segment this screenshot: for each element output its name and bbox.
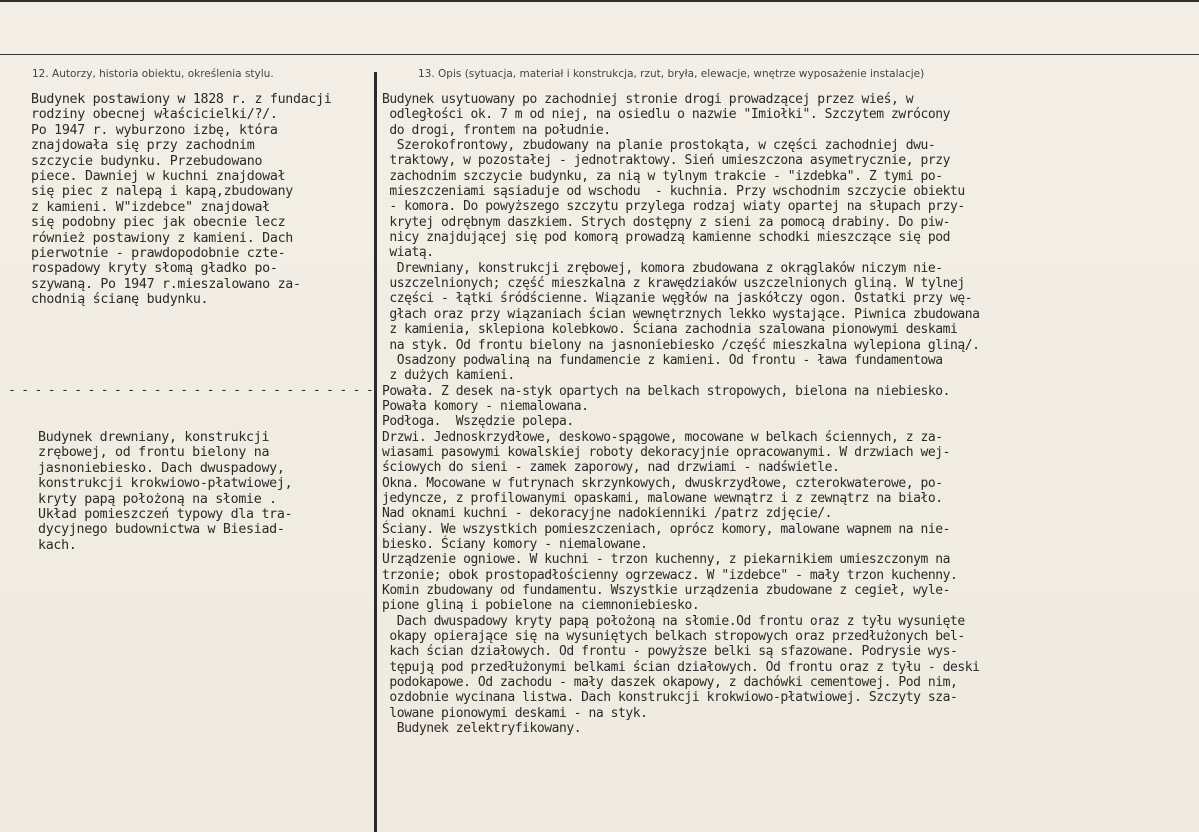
section-13-header: 13. Opis (sytuacja, materiał i konstrukcja, rzut, bryła, elewacje, wnętrze wyposażenie instalacje) <box>418 68 925 80</box>
summary-text: Budynek drewniany, konstrukcji zrębowej, od frontu bielony na jasnoniebiesko. Dach dwuspadowy, konstrukcji krokwiowo-płatwiowej, kryty papą położoną na słomie . Układ pomieszczeń typowy dla tra- dycyjnego budownictwa w Biesiad- kach. <box>38 430 293 553</box>
section-12-header: 12. Autorzy, historia obiektu, określenia stylu. <box>32 68 274 80</box>
dashed-separator: - - - - - - - - - - - - - - - - - - - - - - - - - - - - <box>8 383 373 398</box>
column-divider <box>374 72 377 832</box>
description-text: Budynek usytuowany po zachodniej stronie drogi prowadzącej przez wieś, w odległości ok. 7 m od niej, na osiedlu o nazwie "Imiołki". Szczytem zwrócony do drogi, frontem na południe. Szerokofrontowy, zbudowany na planie prostokąta, w części zachodniej dwu- traktowy, w pozostałej - jednotraktowy. Sień umieszczona asymetrycznie, przy zachodnim szczycie budynku, za nią w tylnym trakcie - "izdebka". Z tymi po- mieszczeniami sąsiaduje od wschodu - kuchnia. Przy wschodnim szczycie obiektu - komora. Do powyższego szczytu przylega rodzaj wiaty opartej na słupach przy- krytej odrębnym daszkiem. Strych dostępny z sieni za pomocą drabiny. Do piw- nicy znajdującej się pod komorą prowadzą kamienne schodki mieszczące się pod wiatą. Drewniany, konstrukcji zrębowej, komora zbudowana z okrąglaków niczym nie- uszczelnionych; część mieszkalna z krawędziaków uszczelnionych gliną. W tylnej części - łątki śródścienne. Wiązanie węgłów na jaskółczy ogon. Ostatki przy wę- głach oraz przy wiązaniach ścian wewnętrznych lekko wystające. Piwnica zbudowana z kamienia, sklepiona kolebkowo. Ściana zachodnia szalowana pionowymi deskami na styk. Od frontu bielony na jasnoniebiesko /część mieszkalna wylepiona gliną/. Osadzony podwaliną na fundamencie z kamieni. Od frontu - ława fundamentowa z dużych kamieni. Powała. Z desek na-styk opartych na belkach stropowych, bielona na niebiesko. Powała komory - niemalowana. Podłoga. Wszędzie polepa. Drzwi. Jednoskrzydłowe, deskowo-spągowe, mocowane w belkach ściennych, z za- wiasami pasowymi kowalskiej roboty dekoracyjnie opracowanymi. W drzwiach wej- ściowych do sieni - zamek zaporowy, nad drzwiami - nadświetle. Okna. Mocowane w futrynach skrzynkowych, dwuskrzydłowe, czterokwaterowe, po- jedyncze, z profilowanymi opaskami, malowane wewnątrz i z zewnątrz na biało. Nad oknami kuchni - dekoracyjne nadokienniki /patrz zdjęcie/. Ściany. We wszystkich pomieszczeniach, oprócz komory, malowane wapnem na nie- biesko. Ściany komory - niemalowane. Urządzenie ogniowe. W kuchni - trzon kuchenny, z piekarnikiem umieszczonym na trzonie; obok prostopadłościenny ogrzewacz. W "izdebce" - mały trzon kuchenny. Komin zbudowany od fundamentu. Wszystkie urządzenia zbudowane z cegieł, wyle- pione gliną i pobielone na ciemnoniebiesko. Dach dwuspadowy kryty papą położoną na słomie.Od frontu oraz z tyłu wysunięte okapy opierające się na wysuniętych belkach stropowych oraz przedłużonych bel- kach ścian działowych. Od frontu - powyższe belki są sfazowane. Podrysie wys- tępują pod przedłużonymi belkami ścian działowych. Od frontu oraz z tyłu - deski podokapowe. Od zachodu - mały daszek okapowy, z dachówki cementowej. Pod nim, ozdobnie wycinana listwa. Dach konstrukcji krokwiowo-płatwiowej. Szczyty sza- lowane pionowymi deskami - na styk. Budynek zelektryfikowany. <box>382 92 980 737</box>
top-rule <box>0 54 1199 55</box>
history-text: Budynek postawiony w 1828 r. z fundacji rodziny obecnej właścicielki/?/. Po 1947 r. wyburzono izbę, która znajdowała się przy zachodnim szczycie budynku. Przebudowano piece. Dawniej w kuchni znajdował się piec z nalepą i kapą,zbudowany z kamieni. W"izdebce" znajdował się podobny piec jak obecnie lecz również postawiony z kamieni. Dach pierwotnie - prawdopodobnie czte- rospadowy kryty słomą gładko po- szywaną. Po 1947 r.mieszalowano za- chodnią ścianę budynku. <box>31 92 332 308</box>
